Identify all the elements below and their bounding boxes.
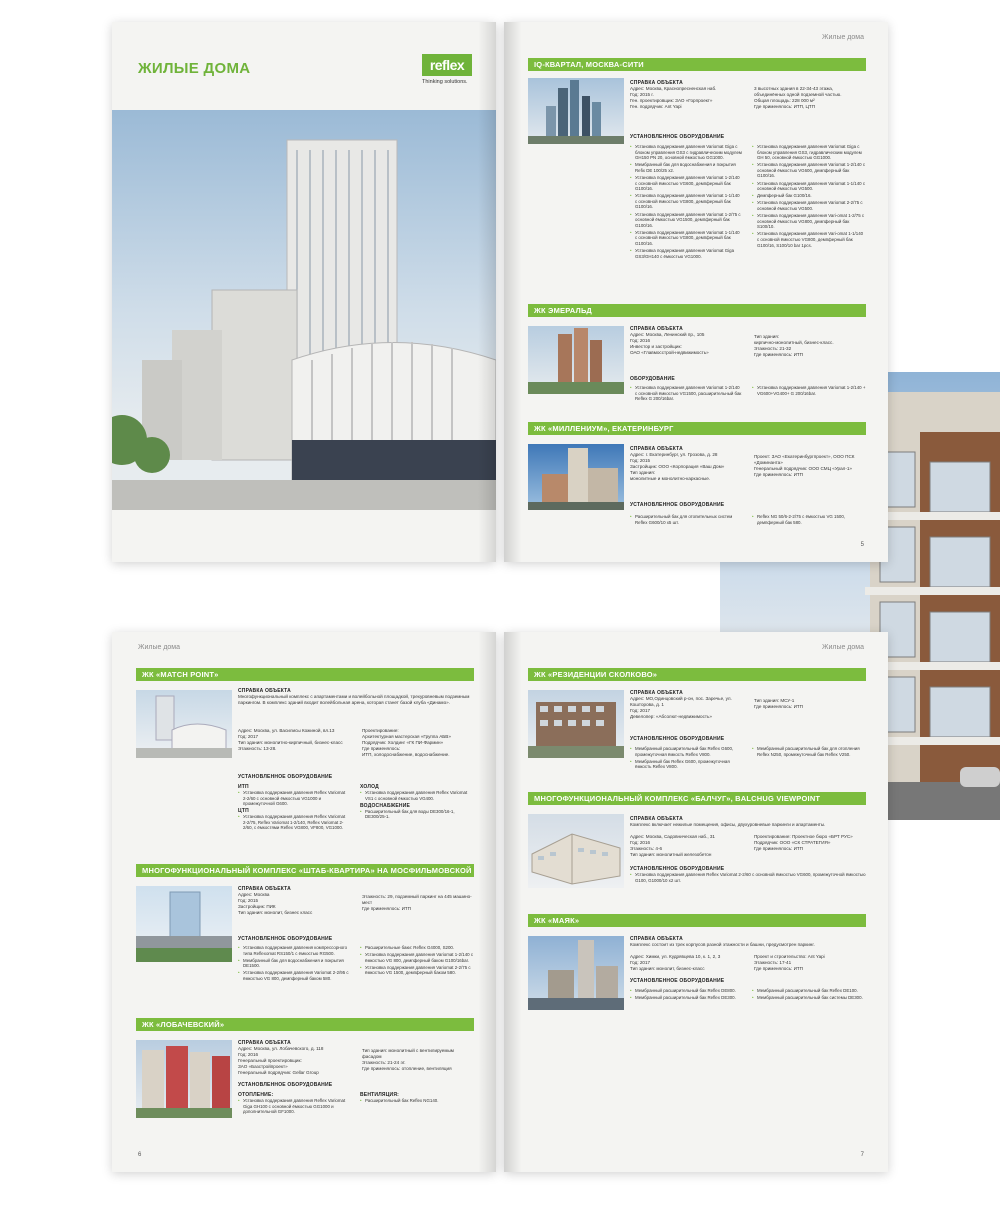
info-line: кирпично-монолитный, бизнес-класс. bbox=[754, 340, 834, 345]
equipment-subhead: ВОДОСНАБЖЕНИЕ bbox=[360, 802, 411, 809]
info-line: Адрес: Москва, ул. Василисы Кожиной, вл.13 bbox=[238, 728, 335, 733]
equipment-item: • Установка поддержания давления компрессорного типа Reflexomat RS150/1 с ёмкостью RG500. bbox=[238, 945, 350, 956]
info-line: Подрядчик: Холдинг «ГК ПИ-Фармин» bbox=[362, 740, 444, 745]
info-line: Год: 2016 bbox=[630, 840, 651, 845]
equipment-right bbox=[360, 784, 474, 821]
ref-label: СПРАВКА ОБЪЕКТА bbox=[238, 886, 291, 892]
info-line: Год: 2017 bbox=[238, 734, 259, 739]
reflex-logo bbox=[422, 54, 472, 85]
info-line: Адрес: МО,Одинцовский р-он, пос. Заречье, ул. Кошторова, д. 1 bbox=[630, 696, 732, 707]
equipment-item: • Мембранный расширительный бак Reflex G600, промежуточная ёмкость Reflex V800. bbox=[630, 746, 742, 757]
equipment-item: • Установка поддержания давления Variomat 1-2/140 с основной ёмкостью VG600, демпферный бак G100/16. bbox=[630, 175, 742, 192]
project-title-bar: IQ-КВАРТАЛ, МОСКВА-СИТИ bbox=[528, 58, 866, 71]
ref-label: СПРАВКА ОБЪЕКТА bbox=[630, 816, 683, 822]
info-line: Этажность: 21-32 bbox=[754, 346, 792, 351]
bottom-right-page bbox=[504, 632, 888, 1172]
project-title-bar: ЖК «РЕЗИДЕНЦИИ СКОЛКОВО» bbox=[528, 668, 866, 681]
info-line: Тип здания: bbox=[754, 334, 780, 339]
info-line: Этажность: 29, подземный паркинг на 445 машино-мест bbox=[362, 894, 472, 905]
project-photo-shtab bbox=[136, 886, 232, 962]
equipment-label: УСТАНОВЛЕННОЕ ОБОРУДОВАНИЕ bbox=[238, 774, 333, 780]
gutter-shadow bbox=[478, 632, 496, 1172]
info-line: Адрес: Химки, ул. Кудрявцева 10, к. 1, 2, 3 bbox=[630, 954, 721, 959]
project-ref-right bbox=[362, 894, 474, 912]
equipment-item: • Установка поддержания давления Variomat Giga GS3/GH140 с ёмкостью VG1000. bbox=[630, 248, 742, 259]
project-photo-skolkovo bbox=[528, 690, 624, 758]
project-title-bar: МНОГОФУНКЦИОНАЛЬНЫЙ КОМПЛЕКС «ШТАБ-КВАРТИРА» НА МОСФИЛЬМОВСКОЙ bbox=[136, 864, 474, 877]
equipment-left bbox=[630, 746, 742, 771]
equipment-subhead: ХОЛОД bbox=[360, 784, 379, 790]
info-line: Год: 2016 bbox=[630, 338, 651, 343]
equipment-right bbox=[360, 1092, 474, 1105]
info-line: Где применялось: ИТП bbox=[754, 704, 803, 709]
bottom-left-page bbox=[112, 632, 496, 1172]
info-line: Год: 2016 bbox=[238, 1052, 259, 1057]
project-description: Комплекс состоит из трех корпусов разной этажности и башни, предусмотрен паркинг. bbox=[630, 942, 815, 947]
project-title-bar: ЖК «MATCH POINT» bbox=[136, 668, 474, 681]
cover-building-photo bbox=[112, 110, 496, 510]
info-line: Этажность: 13-28. bbox=[238, 746, 277, 751]
equipment-section bbox=[238, 774, 474, 780]
equipment-section bbox=[238, 936, 474, 942]
equipment-item: • Установка поддержания давления Variomat 1-1/140 с основной ёмкостью VG500. bbox=[752, 181, 866, 192]
info-line: Ген. проектировщик: ЗАО «Горпроект» bbox=[630, 98, 713, 103]
equipment-item: • Расширительный бак для отопительных систем Reflex G600/10 x5 шт. bbox=[630, 514, 742, 525]
project-ref bbox=[630, 936, 866, 948]
project-ref bbox=[630, 816, 866, 828]
info-line: Где применялось: ИТП bbox=[754, 352, 803, 357]
info-line: Генеральный подрядчик: Gellar Group bbox=[238, 1070, 319, 1075]
equipment-item: • Установка поддержания давления Vari-omat 1-1/140 с основной ёмкостью VG800, демпферный бак G100/16, S100/10 bar 1pcs. bbox=[752, 231, 866, 248]
project-ref bbox=[630, 80, 740, 110]
equipment-item: • Установка поддержания давления Variomat 1-2/140 + VG600+VG400+ G 200/16bar. bbox=[752, 385, 866, 396]
info-line: Генеральный проектировщик: bbox=[238, 1058, 302, 1063]
page-number: 7 bbox=[860, 1152, 864, 1158]
equipment-label: ОБОРУДОВАНИЕ bbox=[630, 376, 675, 382]
project-ref bbox=[238, 1040, 354, 1076]
equipment-item: • Мембранный расширительный бак Reflex DE300. bbox=[630, 995, 742, 1001]
info-line: Адрес: Москва bbox=[238, 892, 270, 897]
info-line: Этажность: 21-24 эт. bbox=[362, 1060, 406, 1065]
page-number: 5 bbox=[860, 542, 864, 548]
project-ref-right bbox=[754, 454, 866, 478]
project-info-right bbox=[362, 728, 474, 758]
project-title-bar: ЖК ЭМЕРАЛЬД bbox=[528, 304, 866, 317]
logo-tagline: Thinking solutions. bbox=[422, 79, 468, 85]
project-description: Многофункциональный комплекс с апартаментами и волейбольной площадкой, трехуровневым подземным паркингом. В комплекс зданий входит волейбольная арена, которая станет базой клуба «Динамо». bbox=[238, 694, 470, 705]
equipment-item: • Установка поддержания давления Variomat 1-2/75 с основной ёмкостью VG1500, демпферный бак G100/16. bbox=[630, 212, 742, 229]
gutter-shadow bbox=[504, 22, 522, 562]
equipment-section bbox=[238, 1082, 474, 1088]
info-line: Тип здания: bbox=[630, 470, 656, 475]
equipment-item: • Расширительные баки: Reflex G4000, S200. bbox=[360, 945, 474, 951]
equipment-left bbox=[630, 385, 742, 403]
info-line: Где применялось: ИТП bbox=[362, 906, 411, 911]
project-ref-right bbox=[754, 86, 864, 110]
info-line: Тип здания: монолитно-кирпичный, бизнес-класс bbox=[238, 740, 343, 745]
project-ref-right bbox=[754, 698, 866, 710]
project-info-right bbox=[754, 834, 866, 852]
equipment-left bbox=[630, 514, 742, 527]
top-right-page bbox=[504, 22, 888, 562]
equipment-item: • Установка поддержания давления Variomat 1-1/140 с основной ёмкостью VG800, демпферный бак G100/16. bbox=[630, 230, 742, 247]
gutter-shadow bbox=[478, 22, 496, 562]
equipment-subhead: ОТОПЛЕНИЕ: bbox=[238, 1092, 274, 1098]
project-ref-right bbox=[362, 1048, 474, 1072]
info-line: Тип здания: МСУ-1 bbox=[754, 698, 795, 703]
ref-label: СПРАВКА ОБЪЕКТА bbox=[238, 688, 291, 694]
info-line: Где применялось: ИТП, ЦТП bbox=[754, 104, 816, 109]
equipment-section bbox=[630, 736, 866, 742]
equipment-subhead: ЦТП bbox=[238, 808, 249, 815]
running-head: Жилые дома bbox=[138, 644, 181, 651]
ref-label: СПРАВКА ОБЪЕКТА bbox=[238, 1040, 291, 1046]
info-line: Адрес: Москва, ул. Лобачевского, д. 118 bbox=[238, 1046, 324, 1051]
project-ref-right bbox=[754, 334, 864, 358]
equipment-item: • Установка поддержания давления Variomat Giga с блоком управления GS3, гидравлическим модулем GH 50, основной ёмкостью GG1000. bbox=[752, 144, 866, 161]
section-title: ЖИЛЫЕ ДОМА bbox=[138, 60, 251, 77]
project-title-bar: ЖК «ЛОБАЧЕВСКИЙ» bbox=[136, 1018, 474, 1031]
equipment-section bbox=[630, 134, 866, 140]
project-ref bbox=[630, 446, 746, 482]
info-line: Инвестор и застройщик: bbox=[630, 344, 682, 349]
equipment-label: УСТАНОВЛЕННОЕ ОБОРУДОВАНИЕ bbox=[238, 936, 333, 942]
equipment-item: • Установка поддержания давления Variomat 1-1/140 с основной ёмкостью VG800, демпферный бак G100/16. bbox=[630, 193, 742, 210]
ref-label: СПРАВКА ОБЪЕКТА bbox=[630, 326, 683, 332]
equipment-item: • Мембранный расширительный бак Reflex DE800. bbox=[630, 988, 742, 994]
equipment-item: • Установка поддержания давления Reflex Variomat Giga GH100 с основной ёмкостью GG1000 и дополнительной GF1000. bbox=[238, 1098, 350, 1115]
project-photo-emerald bbox=[528, 326, 624, 394]
equipment-left bbox=[630, 144, 742, 261]
equipment-right bbox=[752, 988, 866, 1002]
info-line: Адрес: г. Екатеринбург, ул. Грозова, д. 28 bbox=[630, 452, 718, 457]
project-photo-iq bbox=[528, 78, 624, 144]
equipment-item: • Установка поддержания давления Reflex Variomat VS1 с основной ёмкостью VG400. bbox=[360, 790, 474, 801]
project-ref bbox=[630, 690, 746, 720]
equipment-left bbox=[630, 988, 742, 1002]
info-line: ЗАО «Базстройпроект» bbox=[238, 1064, 288, 1069]
info-line: Адрес: Москва, Садовническая наб., 31 bbox=[630, 834, 715, 839]
project-photo-millenium bbox=[528, 444, 624, 510]
info-line: Девелопер: «Абсолют-недвижимость» bbox=[630, 714, 712, 719]
info-line: Архитектурная мастерская «Группа АБВ» bbox=[362, 734, 451, 739]
info-line: Проект: ЗАО «Екатеринбургпроект», ООО ПСК «Доминанта» bbox=[754, 454, 855, 465]
equipment-right bbox=[752, 144, 866, 250]
project-ref bbox=[630, 326, 740, 356]
project-photo-lobachevsky bbox=[136, 1040, 232, 1118]
info-line: Подрядчик: ООО «СК СТРАТЕГИЯ» bbox=[754, 840, 831, 845]
equipment-item: • Установка поддержания давления Variomat 2-2/75 с основной ёмкостью VG500. bbox=[752, 200, 866, 211]
equipment-item: • Установка поддержания давления Variomat 2-2/75 с ёмкостью VG 1500, демпферный баком 580. bbox=[360, 965, 474, 976]
equipment-subhead: ВЕНТИЛЯЦИЯ: bbox=[360, 1092, 400, 1098]
info-line: Ген. подрядчик: Ant Yapi bbox=[630, 104, 682, 109]
equipment-item: • Мембранный бак для водоснабжения и покрытия DE1500. bbox=[238, 958, 350, 969]
info-line: Где применялось: bbox=[362, 746, 401, 751]
project-info-left bbox=[630, 834, 742, 858]
ref-label: СПРАВКА ОБЪЕКТА bbox=[630, 446, 683, 452]
equipment-item: • Reflex NG 50/6-2-2/75 с ёмкостью VG 1500, демпферный бак 580. bbox=[752, 514, 866, 525]
info-line: Год: 2017 bbox=[630, 708, 651, 713]
equipment-left bbox=[238, 784, 350, 833]
info-line: Проект и строительство: Ant Yapi bbox=[754, 954, 825, 959]
equipment-item: • Установка поддержания давления Variomat 1-2/140 с ёмкостью VG 800, демпферный баком G100/16bar. bbox=[360, 952, 474, 963]
info-line: Этажность: 17-41 bbox=[754, 960, 792, 965]
info-line: Год: 2015 bbox=[630, 458, 651, 463]
project-title-bar: ЖК «МАЯК» bbox=[528, 914, 866, 927]
project-title-bar: МНОГОФУНКЦИОНАЛЬНЫЙ КОМПЛЕКС «БАЛЧУГ», BALCHUG VIEWPOINT bbox=[528, 792, 866, 805]
info-line: Где применялось: отопление, вентиляция bbox=[362, 1066, 452, 1071]
equipment-section bbox=[630, 978, 866, 984]
equipment-label: УСТАНОВЛЕННОЕ ОБОРУДОВАНИЕ bbox=[630, 502, 725, 508]
info-line: ИТП, холодоснабжение, водоснабжение. bbox=[362, 752, 450, 757]
ref-label: СПРАВКА ОБЪЕКТА bbox=[630, 690, 683, 696]
project-title-bar: ЖК «МИЛЛЕНИУМ», ЕКАТЕРИНБУРГ bbox=[528, 422, 866, 435]
gutter-shadow bbox=[504, 632, 522, 1172]
equipment-label: УСТАНОВЛЕННОЕ ОБОРУДОВАНИЕ bbox=[630, 134, 725, 140]
project-description: Комплекс включает нежилые помещения, офисы, двухуровневые паркинги и апартаменты. bbox=[630, 822, 826, 827]
equipment-subhead: ИТП bbox=[238, 784, 249, 790]
project-ref bbox=[238, 688, 474, 706]
equipment-item: • Мембранный бак Reflex G600, промежуточная ёмкость Reflex V800. bbox=[630, 759, 742, 770]
running-head: Жилые дома bbox=[821, 34, 864, 41]
info-line: Год: 2017 bbox=[630, 960, 651, 965]
info-line: Застройщик: ООО «Корпорация «Ваш Дом» bbox=[630, 464, 725, 469]
equipment-item: • Установка поддержания давления Variomat 1-2/140 с основной ёмкостью VG1500, расширительный бак Reflex G 200/16bar. bbox=[630, 385, 742, 402]
info-line: Этажность: 4-6 bbox=[630, 846, 663, 851]
info-line: 3 высотных здания в 22-34-43 этажа, объединённых одной подземной частью. bbox=[754, 86, 842, 97]
equipment-label: УСТАНОВЛЕННОЕ ОБОРУДОВАНИЕ bbox=[630, 866, 725, 872]
equipment-right bbox=[360, 945, 474, 977]
equipment-item: • Мембранный расширительный бак Reflex DE100. bbox=[752, 988, 866, 994]
equipment-left bbox=[238, 945, 350, 983]
equipment-left bbox=[238, 1092, 350, 1116]
equipment-item: • Мембранный расширительный бак для отопления Reflex N250, промежуточный бак Reflex V250. bbox=[752, 746, 866, 757]
equipment-item: • Установка поддержания давления Variomat 1-2/140 с основной ёмкостью VG600, демпферный бак G100/16. bbox=[752, 162, 866, 179]
equipment-label: УСТАНОВЛЕННОЕ ОБОРУДОВАНИЕ bbox=[238, 1082, 333, 1088]
project-info-right bbox=[754, 954, 866, 972]
info-line: Где применялось: ИТП bbox=[754, 966, 803, 971]
info-line: Проектирование: Проектное бюро «БРТ РУС» bbox=[754, 834, 853, 839]
info-line: монолитные и монолитно-каркасные. bbox=[630, 476, 711, 481]
equipment-item: • Расширительный бак для воды DE300/16-1, DE300/25-1. bbox=[360, 809, 474, 820]
info-line: Тип здания: монолитный с вентилируемым фасадом bbox=[362, 1048, 454, 1059]
info-line: Адрес: Москва, Краснопресненская наб. bbox=[630, 86, 717, 91]
project-photo-mayak bbox=[528, 936, 624, 1010]
equipment-item: • Установка поддержания давления Reflex Variomat 2-2/60 с основной ёмкостью VG1000 и промежуточной G600. bbox=[238, 790, 350, 807]
equipment-item: • Установка поддержания давления Variomat Giga с блоком управления GS3 с гидравлическим модулем GH150 PN 20, основной ёмкостью GG1000. bbox=[630, 144, 742, 161]
info-line: Тип здания: монолитный железобетон bbox=[630, 852, 712, 857]
info-line: Тип здания: монолит, бизнес-класс bbox=[630, 966, 705, 971]
info-line: Год: 2015 bbox=[238, 898, 259, 903]
logo-text: reflex bbox=[422, 54, 472, 76]
project-info-left bbox=[630, 954, 742, 972]
equipment-label: УСТАНОВЛЕННОЕ ОБОРУДОВАНИЕ bbox=[630, 736, 725, 742]
equipment-item: • Установка поддержания давления Variomat 2-2/95 с ёмкостью VG 800, демпферный баком 580. bbox=[238, 970, 350, 981]
equipment-item: • Мембранный расширительный бак системы DE300. bbox=[752, 995, 866, 1001]
equipment-item: • Установка поддержания давления Vari-omat 1-2/75 с основной ёмкостью VG800, демпферный бак S100/10. bbox=[752, 213, 866, 230]
info-line: ОАО «Главмосстрой-недвижимость» bbox=[630, 350, 709, 355]
equipment-item: • Расширительный бак Reflex NG140. bbox=[360, 1098, 474, 1104]
equipment-right bbox=[752, 514, 866, 527]
info-line: Общая площадь: 228 000 м² bbox=[754, 98, 815, 103]
running-head: Жилые дома bbox=[821, 644, 864, 651]
info-line: Генеральный подрядчик: ООО СМЦ «Урал-1» bbox=[754, 466, 852, 471]
info-line: Адрес: Москва, Ленинский пр., 105 bbox=[630, 332, 705, 337]
equipment-item: • Демпферный бак G100/16. bbox=[752, 193, 866, 199]
info-line: Тип здания: монолит, бизнес класс bbox=[238, 910, 313, 915]
equipment-item: • Установка поддержания давления Reflex Variomat 2-2/75, Reflex Variomat 1-2/140, Reflex Variomat 2-2/60, с ёмкостями Reflex VG800, VF800, VG1000. bbox=[238, 814, 350, 831]
project-photo-match-point bbox=[136, 690, 232, 758]
info-line: Проектирование: bbox=[362, 728, 399, 733]
project-info-left bbox=[238, 728, 350, 752]
project-photo-balchug bbox=[528, 814, 624, 888]
equipment-item: • Установка поддержания давления Reflex Variomat 2-2/60 с основной ёмкостью VG600, промежуточной ёмкостью G100, G1000/10 x2 шт. bbox=[630, 872, 866, 883]
info-line: Где применялось: ИТП bbox=[754, 472, 803, 477]
top-left-page bbox=[112, 22, 496, 562]
equipment-right bbox=[752, 746, 866, 759]
equipment-section bbox=[630, 502, 866, 508]
info-line: Застройщик: ПИК bbox=[238, 904, 276, 909]
equipment-item: • Мембранный бак для водоснабжения и покрытия Refix DE 100/25 x2. bbox=[630, 162, 742, 173]
page-number: 6 bbox=[138, 1152, 142, 1158]
equipment-section bbox=[630, 376, 866, 382]
ref-label: СПРАВКА ОБЪЕКТА bbox=[630, 936, 683, 942]
equipment-label: УСТАНОВЛЕННОЕ ОБОРУДОВАНИЕ bbox=[630, 978, 725, 984]
ref-label: СПРАВКА ОБЪЕКТА bbox=[630, 80, 683, 86]
equipment-right bbox=[752, 385, 866, 398]
project-ref bbox=[238, 886, 350, 916]
info-line: Где применялось: ИТП bbox=[754, 846, 803, 851]
equipment-section bbox=[630, 866, 866, 885]
info-line: Год: 2015 г. bbox=[630, 92, 654, 97]
